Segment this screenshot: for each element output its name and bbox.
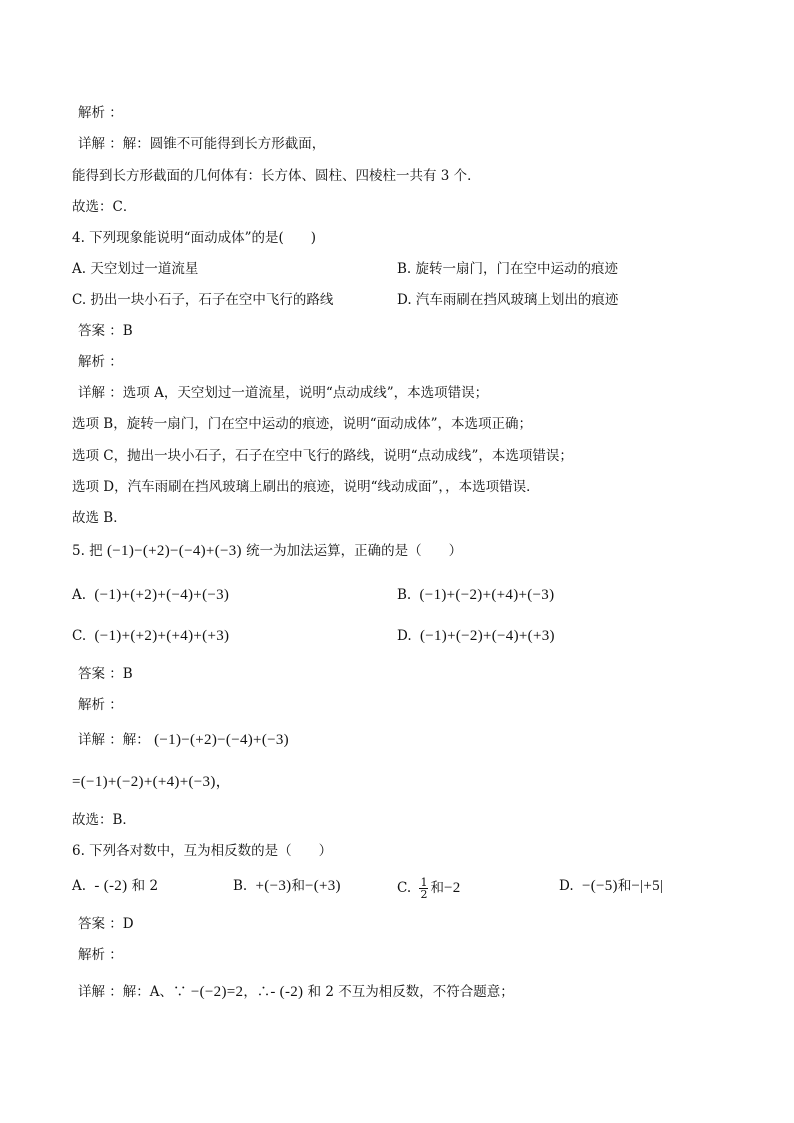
detail-line: 详解 ：解：圆锥不可能得到长方形截面， <box>78 136 326 152</box>
detail-line <box>78 983 514 1001</box>
answer-line: 答案 ：B <box>78 323 133 339</box>
analysis-label: 解析 ： <box>78 354 123 370</box>
math-expression: (−1)−(+2)−(−4)+(−3) <box>106 543 242 559</box>
choose-line: 故选：B． <box>72 812 136 828</box>
analysis-label: 解析 ： <box>78 947 123 963</box>
detail-line: 选项 D，汽车雨刷在挡风玻璃上刷出的痕迹，说明“线动成面”，，本选项错误． <box>72 479 540 495</box>
stem-prefix: 5. 把 <box>72 543 103 559</box>
detail-line: 选项 B，旋转一扇门，门在空中运动的痕迹，说明“面动成体”，本选项正确； <box>72 416 533 432</box>
option-d <box>397 627 555 645</box>
option-d: D. 汽车雨刷在挡风玻璃上划出的痕迹 <box>397 292 619 308</box>
option-label: C. <box>72 628 87 644</box>
math-expression: =(−1)+(−2)+(+4)+(−3)， <box>72 774 231 790</box>
result-line <box>72 773 231 791</box>
detail-prefix: 详解 ：解： <box>78 732 150 748</box>
choose-line: 故选：C． <box>72 199 137 215</box>
analysis-label: 解析 ： <box>78 697 123 713</box>
option-tail: 和 2 <box>131 878 159 894</box>
option-label: B. <box>397 587 412 603</box>
math-expression: (−1)−(+2)−(−4)+(−3) <box>154 732 289 748</box>
option-label: C. <box>397 880 412 896</box>
option-a: A. 天空划过一道流星 <box>72 261 199 277</box>
option-a <box>72 877 158 895</box>
answer-line: 答案 ：D <box>78 916 134 932</box>
math-expression: (−1)+(+2)+(−4)+(−3) <box>94 587 230 603</box>
option-tail: 和 <box>430 880 444 896</box>
detail-prefix: 详解 ：解：A、∵ <box>78 984 187 1000</box>
option-label: D. <box>397 628 412 644</box>
question-4-stem: 4. 下列现象能说明“面动成体”的是( ) <box>72 230 317 246</box>
math-expression: −|+5| <box>631 878 664 894</box>
math-expression: −2 <box>443 880 461 896</box>
option-a <box>72 586 229 604</box>
option-b <box>233 877 341 895</box>
math-expression: - (-2) <box>270 984 304 1000</box>
option-label: B. <box>233 878 248 894</box>
math-expression: −(+3) <box>304 878 341 894</box>
math-expression: (−1)+(−2)+(−4)+(+3) <box>419 628 555 644</box>
option-label: D. <box>559 878 574 894</box>
option-b <box>397 586 554 604</box>
option-d <box>559 877 663 895</box>
detail-line: 详解 ：选项 A，天空划过一道流星，说明“点动成线”，本选项错误； <box>78 385 489 401</box>
math-expression: (−1)+(−2)+(+4)+(−3) <box>419 587 555 603</box>
detail-suffix: 和 2 不互为相反数，不符合题意； <box>307 984 514 1000</box>
option-mid: 和 <box>617 878 632 894</box>
choose-line: 故选 B． <box>72 510 127 526</box>
option-c <box>397 877 461 900</box>
option-c: C. 扔出一块小石子，石子在空中飞行的路线 <box>72 292 334 308</box>
math-expression: - (-2) <box>94 878 128 894</box>
option-label: A. <box>72 878 87 894</box>
detail-mid: ，∴ <box>243 984 271 1000</box>
detail-line: 能得到长方形截面的几何体有：长方体、圆柱、四棱柱一共有 3 个． <box>72 168 481 184</box>
option-label: A. <box>72 587 87 603</box>
stem-suffix: 统一为加法运算，正确的是（ ） <box>246 543 463 559</box>
option-mid: 和 <box>291 878 305 894</box>
math-expression: −(−2)=2 <box>190 984 244 1000</box>
fraction-denominator: 2 <box>420 888 428 901</box>
math-expression: +(−3) <box>255 878 292 894</box>
math-expression: (−1)+(+2)+(+4)+(+3) <box>94 628 230 644</box>
question-5-stem <box>72 542 462 560</box>
option-b: B. 旋转一扇门，门在空中运动的痕迹 <box>397 261 619 277</box>
fraction-numerator: 1 <box>420 876 428 889</box>
detail-line: 选项 C，抛出一块小石子，石子在空中飞行的路线，说明“点动成线”，本选项错误； <box>72 448 573 464</box>
answer-line: 答案 ：B <box>78 666 133 682</box>
math-expression: −(−5) <box>581 878 618 894</box>
question-6-stem: 6. 下列各对数中，互为相反数的是（ ） <box>72 843 333 859</box>
detail-line <box>78 731 289 749</box>
fraction <box>419 877 428 900</box>
option-c <box>72 627 229 645</box>
analysis-label: 解析 ： <box>78 105 123 121</box>
